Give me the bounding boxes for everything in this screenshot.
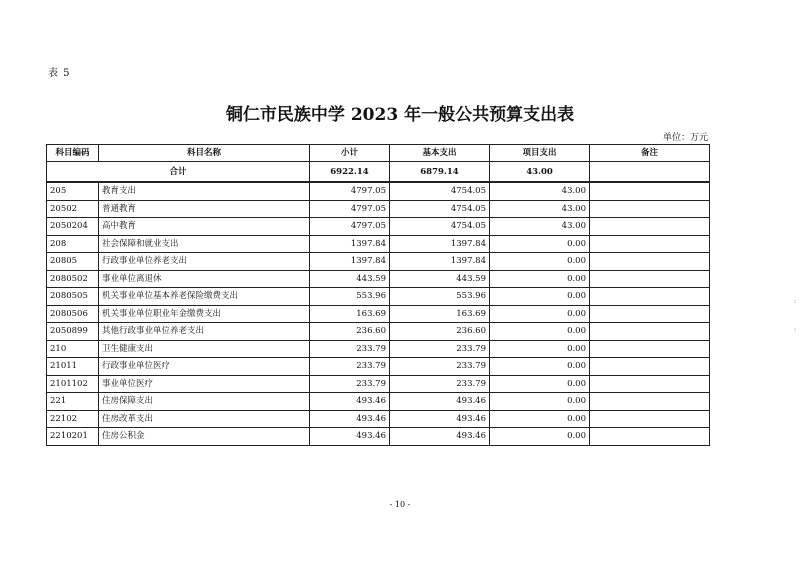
row-name: 卫生健康支出 (99, 340, 310, 358)
row-remarks (590, 270, 710, 288)
header-total: 小计 (310, 145, 390, 162)
row-remarks (590, 358, 710, 376)
row-remarks (590, 410, 710, 428)
row-code: 20805 (47, 253, 99, 271)
page-title: 铜仁市民族中学 2023 年一般公共预算支出表 (225, 105, 575, 125)
total-sum: 6922.14 (310, 162, 390, 183)
row-total: 443.59 (310, 270, 390, 288)
table-row (47, 270, 710, 288)
row-project: 43.00 (490, 218, 590, 236)
row-total: 233.79 (310, 358, 390, 376)
table-row (47, 253, 710, 271)
row-code: 2050204 (47, 218, 99, 236)
row-project: 0.00 (490, 428, 590, 446)
row-name: 住房公积金 (99, 428, 310, 446)
row-code: 210 (47, 340, 99, 358)
row-project: 0.00 (490, 323, 590, 341)
row-remarks (590, 428, 710, 446)
row-remarks (590, 305, 710, 323)
total-basic: 6879.14 (390, 162, 490, 183)
row-remarks (590, 393, 710, 411)
row-basic: 236.60 (390, 323, 490, 341)
row-basic: 4754.05 (390, 200, 490, 218)
row-code: 2080506 (47, 305, 99, 323)
row-remarks (590, 235, 710, 253)
row-project: 43.00 (490, 182, 590, 200)
table-row (47, 305, 710, 323)
row-remarks (590, 200, 710, 218)
row-name: 机关事业单位职业年金缴费支出 (99, 305, 310, 323)
table-row (47, 358, 710, 376)
row-total: 1397.84 (310, 253, 390, 271)
row-total: 1397.84 (310, 235, 390, 253)
row-remarks (590, 288, 710, 306)
row-basic: 233.79 (390, 358, 490, 376)
table-label: 表 5 (48, 68, 71, 79)
row-project: 0.00 (490, 235, 590, 253)
row-basic: 1397.84 (390, 253, 490, 271)
row-project: 0.00 (490, 253, 590, 271)
row-total: 4797.05 (310, 200, 390, 218)
row-project: 43.00 (490, 200, 590, 218)
row-name: 事业单位离退休 (99, 270, 310, 288)
header-basic: 基本支出 (390, 145, 490, 162)
row-code: 208 (47, 235, 99, 253)
edge-mark-2: : (793, 326, 796, 333)
header-row (47, 145, 710, 162)
row-total: 163.69 (310, 305, 390, 323)
page-number: - 10 - (389, 500, 411, 509)
row-code: 2080502 (47, 270, 99, 288)
row-name: 高中教育 (99, 218, 310, 236)
row-remarks (590, 218, 710, 236)
row-name: 普通教育 (99, 200, 310, 218)
total-remarks (590, 162, 710, 183)
row-basic: 493.46 (390, 428, 490, 446)
row-basic: 493.46 (390, 393, 490, 411)
row-total: 493.46 (310, 393, 390, 411)
row-name: 住房改革支出 (99, 410, 310, 428)
row-code: 2101102 (47, 375, 99, 393)
row-code: 22102 (47, 410, 99, 428)
row-basic: 4754.05 (390, 182, 490, 200)
header-code: 科目编码 (47, 145, 99, 162)
row-total: 4797.05 (310, 218, 390, 236)
header-name: 科目名称 (99, 145, 310, 162)
budget-table (46, 144, 710, 446)
table-row (47, 375, 710, 393)
row-project: 0.00 (490, 393, 590, 411)
row-total: 233.79 (310, 340, 390, 358)
row-basic: 233.79 (390, 375, 490, 393)
row-name: 行政事业单位医疗 (99, 358, 310, 376)
edge-mark-1: : (793, 298, 796, 305)
row-code: 21011 (47, 358, 99, 376)
table-row (47, 288, 710, 306)
row-total: 553.96 (310, 288, 390, 306)
table-row (47, 235, 710, 253)
row-remarks (590, 375, 710, 393)
row-total: 493.46 (310, 428, 390, 446)
row-total: 4797.05 (310, 182, 390, 200)
row-name: 教育支出 (99, 182, 310, 200)
row-basic: 4754.05 (390, 218, 490, 236)
row-remarks (590, 323, 710, 341)
table-row (47, 182, 710, 200)
total-row (47, 162, 710, 183)
row-basic: 233.79 (390, 340, 490, 358)
row-total: 493.46 (310, 410, 390, 428)
row-name: 住房保障支出 (99, 393, 310, 411)
row-name: 行政事业单位养老支出 (99, 253, 310, 271)
row-project: 0.00 (490, 410, 590, 428)
header-project: 项目支出 (490, 145, 590, 162)
table-row (47, 428, 710, 446)
table-row (47, 218, 710, 236)
row-basic: 493.46 (390, 410, 490, 428)
header-remarks: 备注 (590, 145, 710, 162)
row-remarks (590, 340, 710, 358)
row-remarks (590, 253, 710, 271)
table-row (47, 393, 710, 411)
row-total: 233.79 (310, 375, 390, 393)
row-basic: 443.59 (390, 270, 490, 288)
row-name: 其他行政事业单位养老支出 (99, 323, 310, 341)
total-project: 43.00 (490, 162, 590, 183)
total-label: 合计 (47, 162, 310, 183)
row-code: 2050899 (47, 323, 99, 341)
row-basic: 1397.84 (390, 235, 490, 253)
row-name: 事业单位医疗 (99, 375, 310, 393)
row-project: 0.00 (490, 358, 590, 376)
row-name: 社会保障和就业支出 (99, 235, 310, 253)
unit-label: 单位：万元 (662, 133, 708, 143)
row-basic: 163.69 (390, 305, 490, 323)
row-code: 221 (47, 393, 99, 411)
row-total: 236.60 (310, 323, 390, 341)
row-code: 2210201 (47, 428, 99, 446)
row-project: 0.00 (490, 270, 590, 288)
table-row (47, 410, 710, 428)
table-row (47, 340, 710, 358)
row-code: 2080505 (47, 288, 99, 306)
row-project: 0.00 (490, 288, 590, 306)
table-row (47, 200, 710, 218)
row-name: 机关事业单位基本养老保险缴费支出 (99, 288, 310, 306)
row-code: 20502 (47, 200, 99, 218)
row-project: 0.00 (490, 305, 590, 323)
row-remarks (590, 182, 710, 200)
row-project: 0.00 (490, 340, 590, 358)
table-row (47, 323, 710, 341)
row-project: 0.00 (490, 375, 590, 393)
row-basic: 553.96 (390, 288, 490, 306)
row-code: 205 (47, 182, 99, 200)
